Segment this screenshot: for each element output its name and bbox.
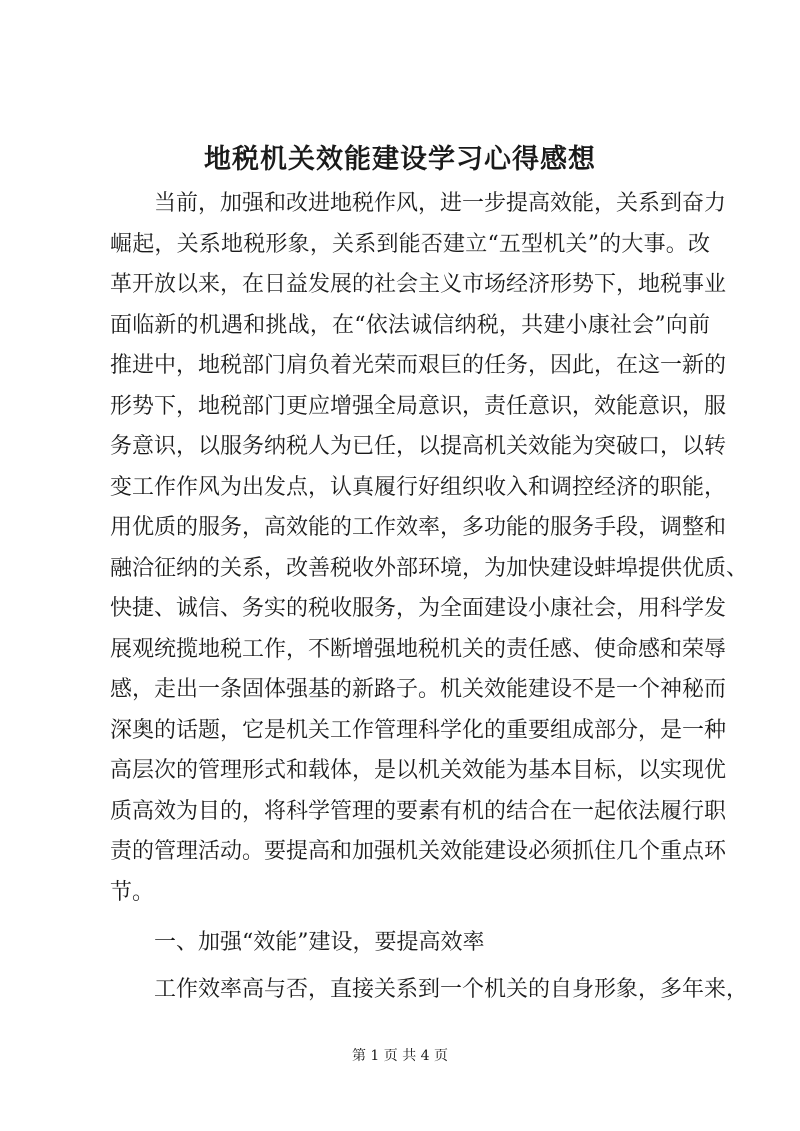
document-title: 地税机关效能建设学习心得感想: [204, 144, 596, 175]
document-body: [110, 184, 749, 1010]
paragraph-line: 节。: [110, 879, 155, 905]
paragraph-line: 展观统揽地税工作，不断增强地税机关的责任感、使命感和荣辱: [110, 636, 727, 662]
paragraph-line: 用优质的服务，高效能的工作效率，多功能的服务手段，调整和: [110, 515, 727, 540]
paragraph-line: 责的管理活动。要提高和加强机关效能建设必须抓住几个重点环: [110, 839, 727, 864]
paragraph-line: 质高效为目的，将科学管理的要素有机的结合在一起依法履行职: [110, 798, 727, 824]
paragraph-1: [110, 184, 749, 913]
paragraph-line: 革开放以来，在日益发展的社会主义市场经济形势下，地税事业: [110, 272, 727, 297]
paragraph-line: 当前，加强和改进地税作风，进一步提高效能，关系到奋力: [154, 191, 727, 216]
paragraph-line: 快捷、诚信、务实的税收服务，为全面建设小康社会，用科学发: [110, 596, 727, 621]
paragraph-line: 深奥的话题，它是机关工作管理科学化的重要组成部分，是一种: [110, 717, 727, 743]
paragraph-line: 崛起，关系地税形象，关系到能否建立“五型机关”的大事。改: [110, 231, 710, 257]
paragraph-line: 务意识，以服务纳税人为已任，以提高机关效能为突破口，以转: [110, 434, 727, 459]
paragraph-line: 面临新的机遇和挑战，在“依法诚信纳税，共建小康社会”向前: [110, 312, 710, 338]
paragraph-2: [110, 970, 749, 1011]
paragraph-line: 高层次的管理形式和载体，是以机关效能为基本目标，以实现优: [110, 758, 727, 783]
page-footer: 第 1 页 共 4 页: [351, 1048, 449, 1064]
paragraph-line: 感，走出一条固体强基的新路子。机关效能建设不是一个神秘而: [110, 677, 727, 702]
paragraph-line: 推进中，地税部门肩负着光荣而艰巨的任务，因此，在这一新的: [110, 353, 727, 378]
paragraph-line: 融洽征纳的关系，改善税收外部环境，为加快建设蚌埠提供优质、: [110, 555, 749, 581]
section-heading: 一、加强“效能”建设，要提高效率: [154, 930, 485, 955]
paragraph-line: 形势下，地税部门更应增强全局意识，责任意识，效能意识，服: [110, 393, 727, 419]
paragraph-line: 工作效率高与否，直接关系到一个机关的自身形象，多年来，: [154, 976, 749, 1002]
paragraph-line: 变工作作风为出发点，认真履行好组织收入和调控经济的职能，: [110, 474, 727, 500]
